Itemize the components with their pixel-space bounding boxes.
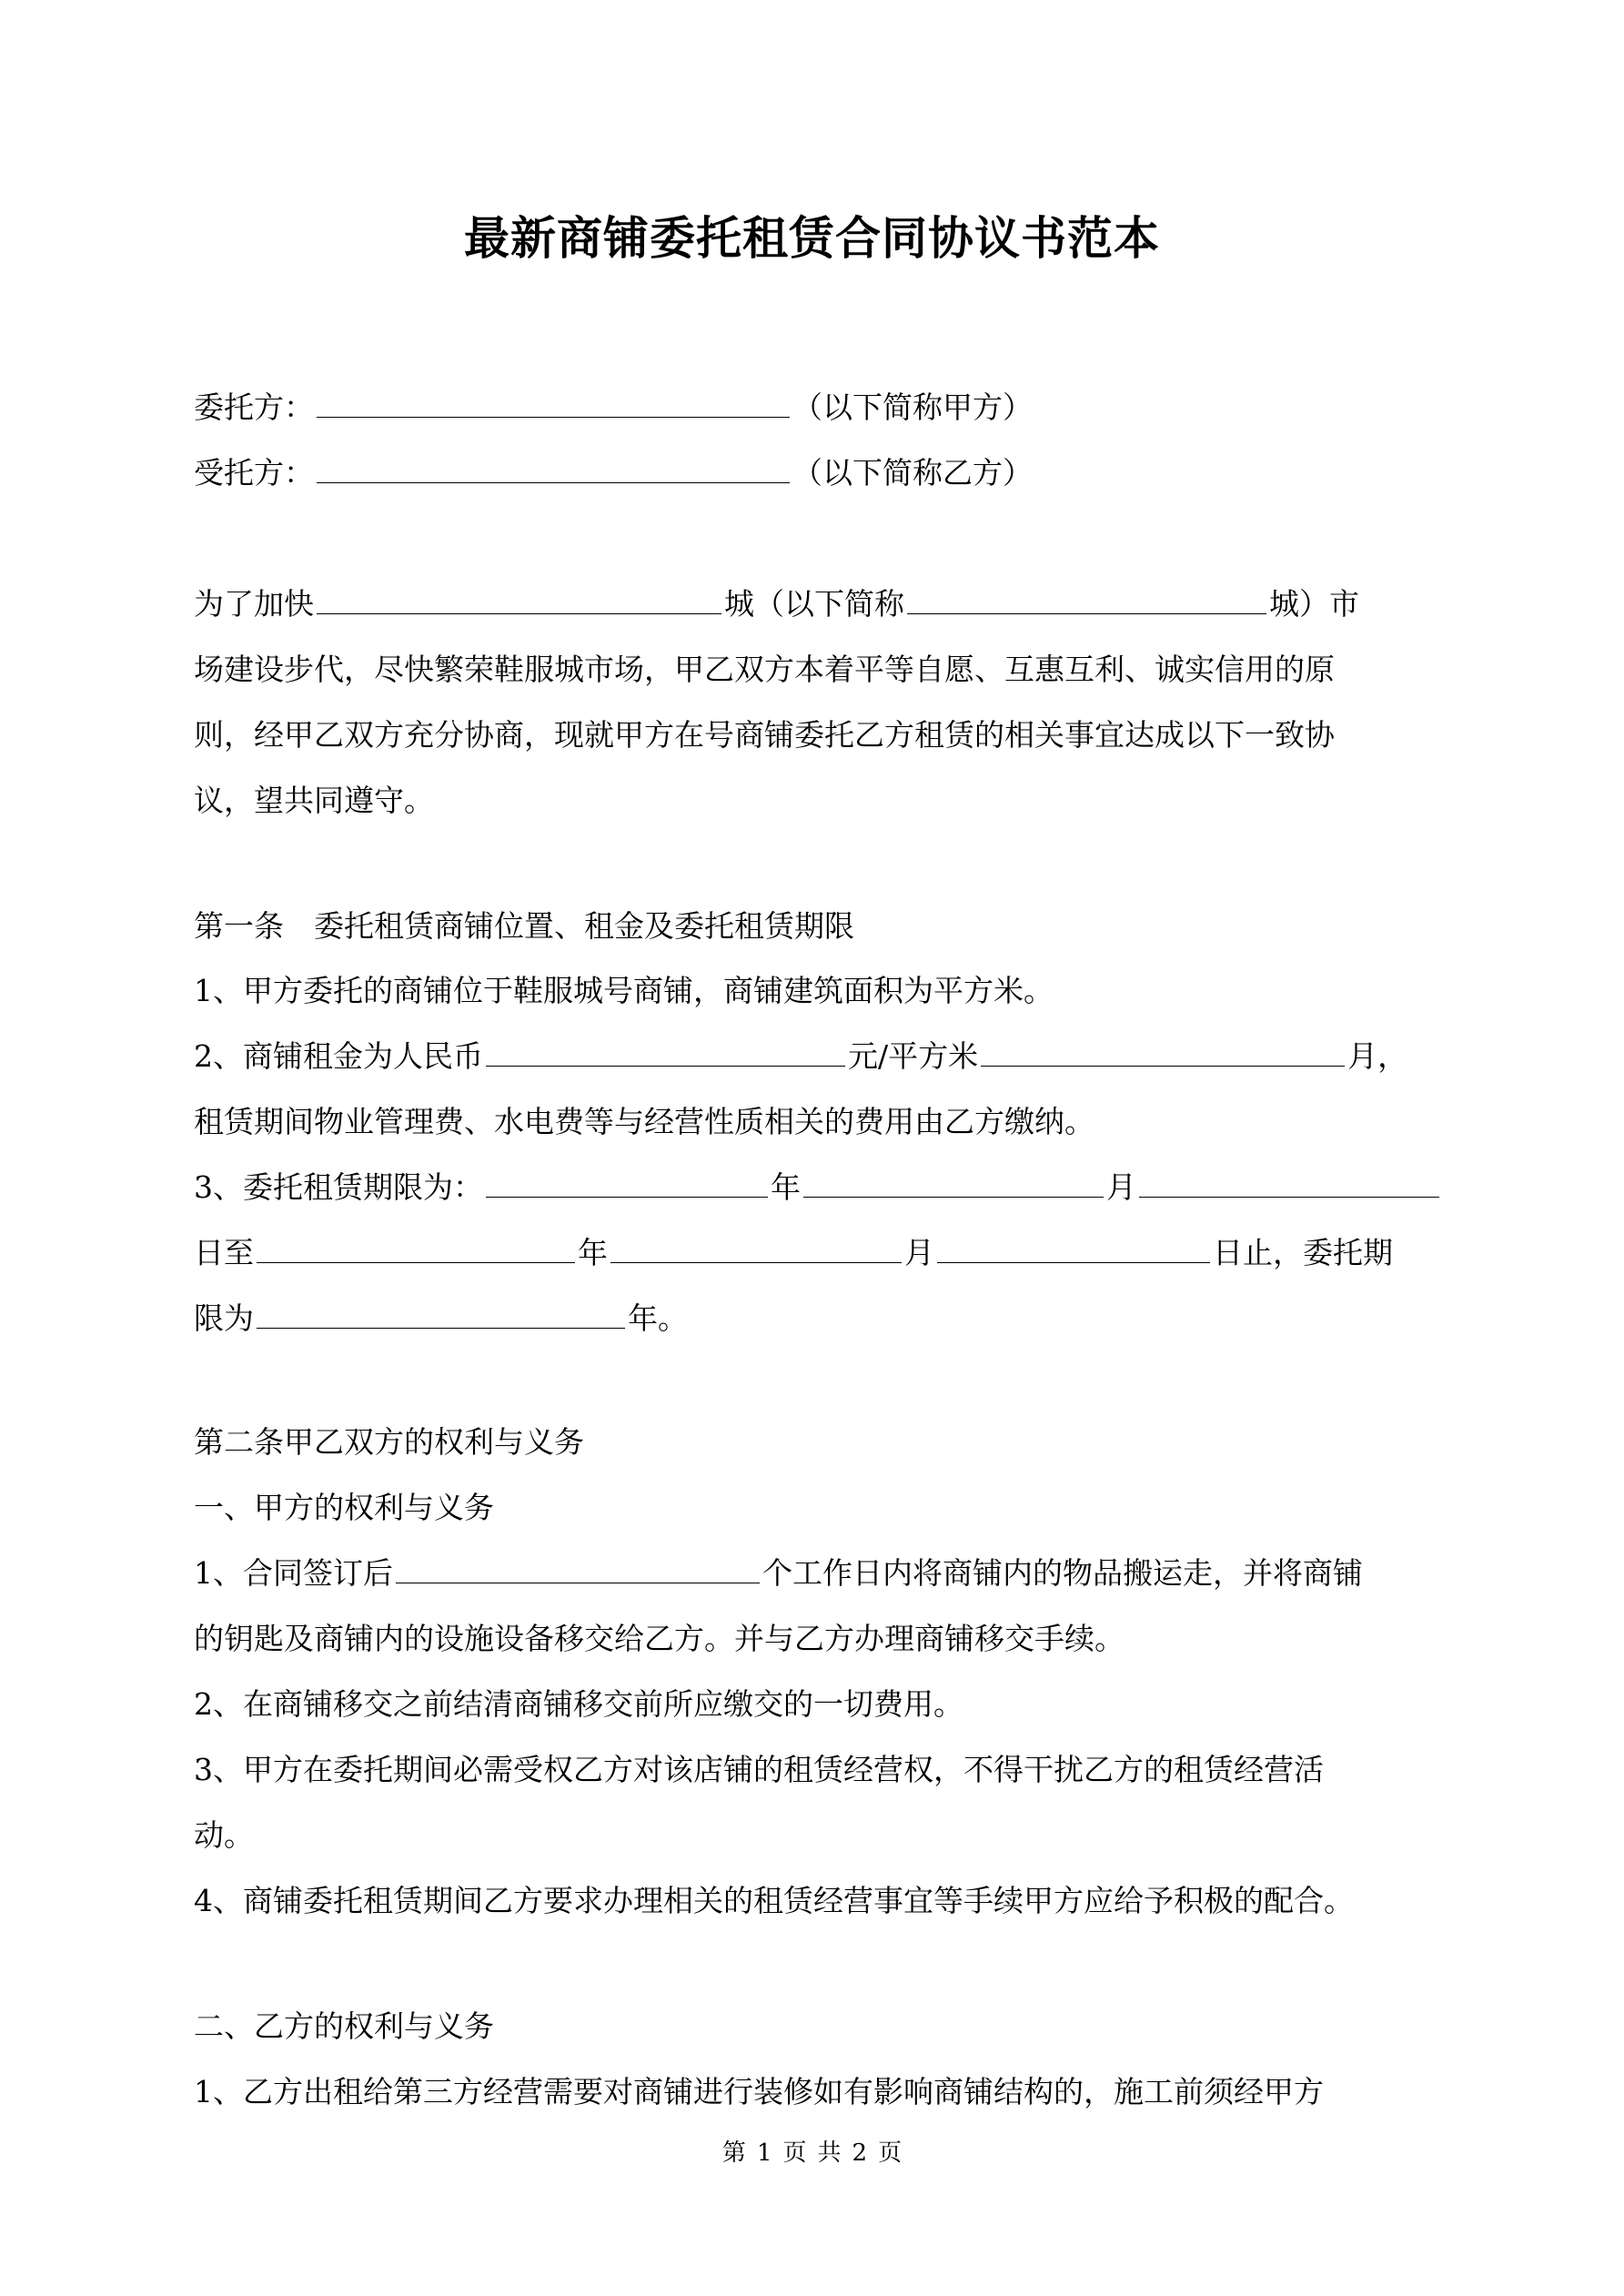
- term-text: 年: [578, 1235, 608, 1270]
- rent-period-blank: [981, 1038, 1345, 1067]
- workdays-blank: [396, 1555, 760, 1583]
- principal-suffix: （以下简称甲方）: [792, 389, 1033, 425]
- intro-line-1: [194, 583, 1359, 625]
- end-year-blank: [257, 1235, 575, 1263]
- end-day-blank: [937, 1235, 1210, 1263]
- term-text: 月: [1106, 1169, 1136, 1205]
- term-text: 年: [771, 1169, 801, 1205]
- term-text: 日至: [194, 1235, 254, 1270]
- start-month-blank: [803, 1169, 1104, 1198]
- item-text: 1、合同签订后: [194, 1555, 393, 1591]
- term-text: 日止，委托期: [1213, 1235, 1393, 1270]
- article-1-item-2-cont: 租赁期间物业管理费、水电费等与经营性质相关的费用由乙方缴纳。: [194, 1104, 1094, 1139]
- article-1-item-3: [194, 1167, 1442, 1209]
- intro-text: 城）市: [1269, 586, 1359, 622]
- agent-suffix: （以下简称乙方）: [792, 455, 1033, 491]
- footer-text: 页: [782, 2139, 807, 2167]
- section-2-heading: 二、乙方的权利与义务: [194, 2008, 494, 2044]
- city-name-blank: [317, 586, 721, 614]
- article-1-item-3-cont2: [194, 1298, 688, 1340]
- rent-amount-blank: [486, 1038, 845, 1067]
- rent-text: 月，: [1347, 1038, 1408, 1074]
- footer-text: 第: [721, 2139, 746, 2167]
- footer-text: 页: [878, 2139, 903, 2167]
- article-1-item-2: [194, 1036, 1407, 1077]
- section-2-item-1: 1、乙方出租给第三方经营需要对商铺进行装修如有影响商铺结构的，施工前须经甲方: [194, 2074, 1324, 2109]
- article-2-heading: 第二条甲乙双方的权利与义务: [194, 1424, 584, 1460]
- section-1-item-3: 3、甲方在委托期间必需受权乙方对该店铺的租赁经营权，不得干扰乙方的租赁经营活: [194, 1752, 1324, 1787]
- total-pages: 2: [852, 2139, 868, 2167]
- section-1-heading: 一、甲方的权利与义务: [194, 1490, 494, 1525]
- term-years-blank: [257, 1300, 625, 1329]
- term-text: 限为: [194, 1300, 254, 1336]
- intro-text: 为了加快: [194, 586, 314, 622]
- article-1-heading: 第一条 委托租赁商铺位置、租金及委托租赁期限: [194, 908, 854, 944]
- page-footer: [0, 2134, 1624, 2168]
- term-text: 年。: [628, 1300, 688, 1336]
- section-1-item-1: [194, 1553, 1363, 1594]
- start-day-blank: [1139, 1169, 1439, 1198]
- intro-line-2: 场建设步代，尽快繁荣鞋服城市场，甲乙双方本着平等自愿、互惠互利、诚实信用的原: [194, 652, 1335, 687]
- agent-blank: [317, 455, 790, 483]
- intro-line-3: 则，经甲乙双方充分协商，现就甲方在号商铺委托乙方租赁的相关事宜达成以下一致协: [194, 717, 1335, 753]
- agent-label: 受托方：: [194, 455, 314, 491]
- rent-text: 2、商铺租金为人民币: [194, 1038, 483, 1074]
- page-number: 1: [756, 2139, 772, 2167]
- principal-label: 委托方：: [194, 389, 314, 425]
- intro-line-4: 议，望共同遵守。: [194, 783, 434, 818]
- principal-blank: [317, 389, 790, 418]
- section-1-item-2: 2、在商铺移交之前结清商铺移交前所应缴交的一切费用。: [194, 1686, 963, 1722]
- principal-line: [194, 387, 1033, 429]
- section-1-item-1-cont: 的钥匙及商铺内的设施设备移交给乙方。并与乙方办理商铺移交手续。: [194, 1621, 1125, 1656]
- article-1-item-1: 1、甲方委托的商铺位于鞋服城号商铺，商铺建筑面积为平方米。: [194, 973, 1054, 1008]
- city-short-blank: [907, 586, 1266, 614]
- section-1-item-4: 4、商铺委托租赁期间乙方要求办理相关的租赁经营事宜等手续甲方应给予积极的配合。: [194, 1883, 1354, 1918]
- end-month-blank: [610, 1235, 902, 1263]
- rent-text: 元/平方米: [848, 1038, 979, 1074]
- term-text: 月: [904, 1235, 934, 1270]
- footer-text: 共: [817, 2139, 842, 2167]
- agent-line: [194, 452, 1033, 494]
- start-year-blank: [486, 1169, 768, 1198]
- document-title: 最新商铺委托租赁合同协议书范本: [464, 211, 1160, 265]
- intro-text: 城（以下简称: [724, 586, 904, 622]
- item-text: 个工作日内将商铺内的物品搬运走，并将商铺: [762, 1555, 1363, 1591]
- term-text: 3、委托租赁期限为：: [194, 1169, 483, 1205]
- section-1-item-3-cont: 动。: [194, 1817, 254, 1853]
- article-1-item-3-cont: [194, 1232, 1393, 1274]
